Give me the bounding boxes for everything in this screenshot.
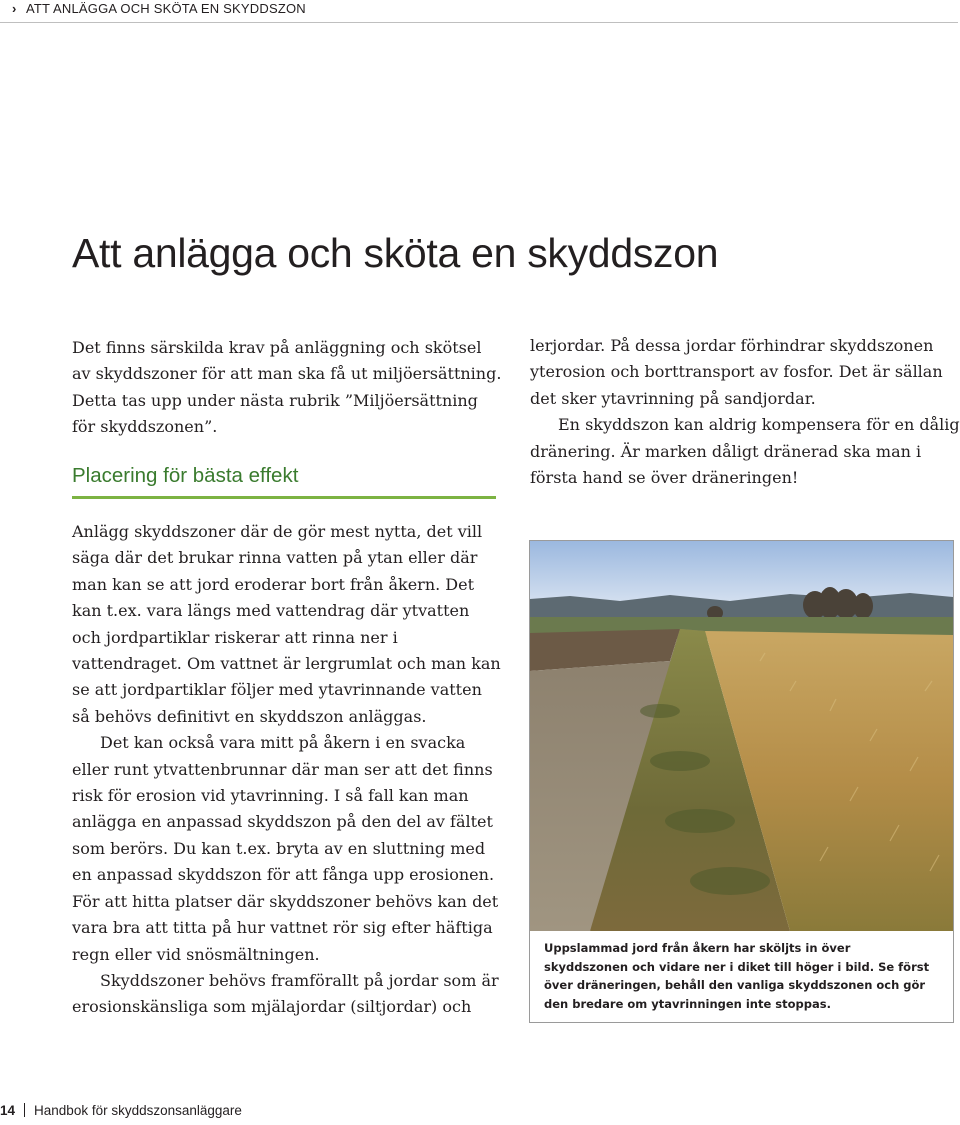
page-title: Att anlägga och sköta en skyddszon (72, 230, 719, 276)
right-paragraph-2: En skyddszon kan aldrig kompensera för en dålig dränering. Är marken dåligt dränerad ska man i första hand se över dräneringen! (530, 415, 960, 488)
left-paragraph-1: Anlägg skyddszoner där de gör mest nytta, det vill säga där det brukar rinna vatten på ytan eller där man kan se att jord eroderar bort från åkern. Det kan t.ex. vara längs med vattendrag där ytvatten och jordpartiklar riskerar att rinna ner i vattendraget. Om vattnet är lergrumlat och man kan se att jordpartiklar följer med ytavrinnande vatten så behövs definitivt en skyddszon anläggas. (72, 522, 501, 726)
footer-divider (24, 1103, 25, 1117)
figure (529, 540, 954, 1023)
page-number: 14 (0, 1103, 16, 1118)
section-heading-rule (72, 496, 496, 499)
section-heading: Placering för bästa effekt (72, 464, 299, 487)
left-paragraph-3: Skyddszoner behövs framförallt på jordar som är erosionskänsliga som mjälajordar (siltjordar) och (72, 970, 499, 1017)
publication-title: Handbok för skyddszonsanläggare (34, 1103, 242, 1118)
page-footer (0, 1103, 242, 1118)
intro-paragraph: Det finns särskilda krav på anläggning och skötsel av skyddszoner för att man ska få ut miljöersättning. Detta tas upp under nästa rubrik ”Miljöersättning för skyddszonen”. (72, 338, 502, 437)
right-column (530, 333, 960, 491)
figure-caption: Uppslammad jord från åkern har sköljts in över skyddszonen och vidare ner i diket till höger i bild. Se först över dräneringen, behåll den vanliga skyddszonen och gör den bredare om ytavrinningen inte stoppas. (544, 941, 930, 1011)
left-paragraph-2: Det kan också vara mitt på åkern i en svacka eller runt ytvattenbrunnar där man ser att det finns risk för erosion vid ytavrinning. I så fall kan man anlägga en anpassad skyddszon på den del av fältet som berörs. Du kan t.ex. bryta av en sluttning med en anpassad skyddszon för att fånga upp erosionen. För att hitta platser där skyddszoner behövs kan det vara bra att titta på hur vattnet rör sig efter häftiga regn eller vid snösmältningen. (72, 733, 499, 964)
chevron-right-icon: › (12, 1, 17, 16)
right-paragraph-1: lerjordar. På dessa jordar förhindrar skyddszonen yterosion och borttransport av fosfor. Det är sällan det sker ytavrinning på sandjordar. (530, 336, 943, 408)
running-head-text: ATT ANLÄGGA OCH SKÖTA EN SKYDDSZON (26, 1, 306, 16)
intro-column (72, 335, 502, 441)
field-erosion-photo (530, 541, 953, 931)
running-head (0, 0, 958, 23)
left-column (72, 519, 502, 1021)
